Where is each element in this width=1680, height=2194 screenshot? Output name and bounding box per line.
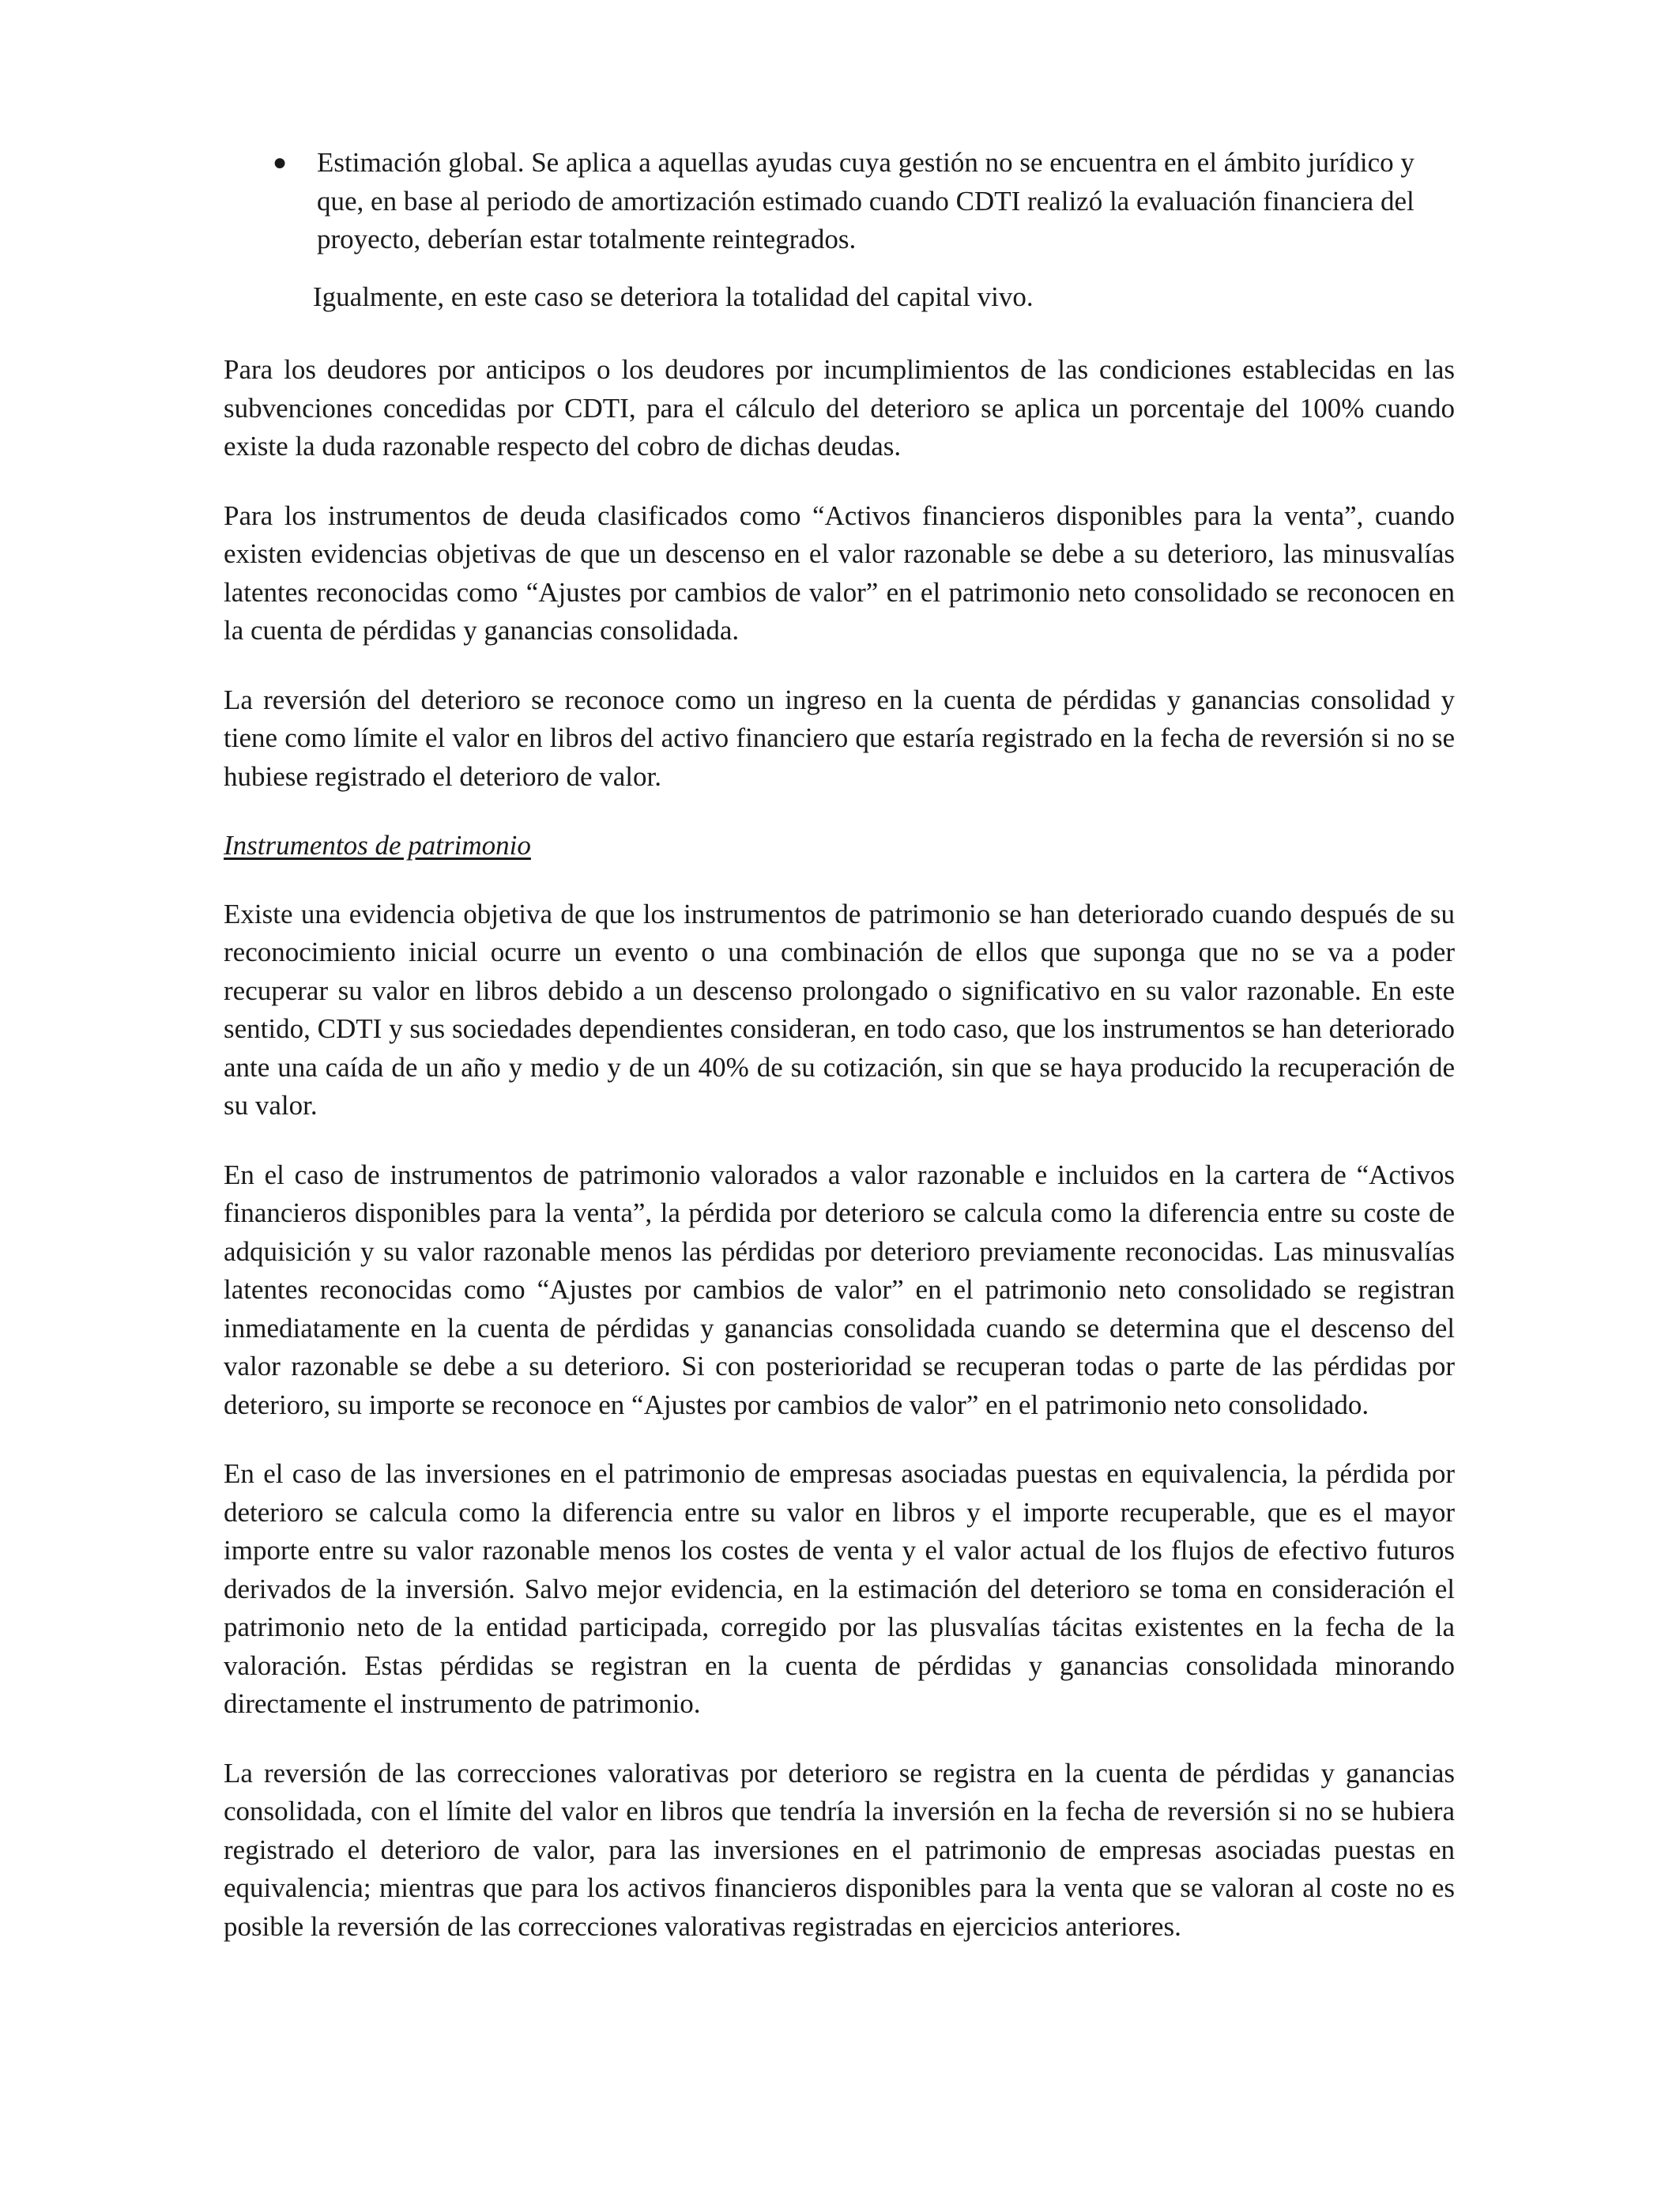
paragraph-empresas-asociadas: En el caso de las inversiones en el patrimonio de empresas asociadas puestas en equivalencia, la pérdida por deterioro se calcula como la diferencia entre su valor en libros y el importe recuperable, que es el mayor importe entre su valor razonable menos los costes de venta y el valor actual de los flujos de efectivo futuros derivados de la inversión. Salvo mejor evidencia, en la estimación del deterioro se toma en consideración el patrimonio neto de la entidad participada, corregido por las plusvalías tácitas existentes en la fecha de la valoración. Estas pérdidas se registran en la cuenta de pérdidas y ganancias consolidada minorando directamente el instrumento de patrimonio. xyxy=(224,1458,1455,1719)
section-heading-instrumentos-patrimonio: Instrumentos de patrimonio xyxy=(224,830,531,861)
bullet-followup-text: Igualmente, en este caso se deteriora la totalidad del capital vivo. xyxy=(313,281,1034,312)
paragraph-valor-razonable: En el caso de instrumentos de patrimonio valorados a valor razonable e incluidos en la cartera de “Activos financieros disponibles para la venta”, la pérdida por deterioro se calcula como la diferencia entre su coste de adquisición y su valor razonable menos las pérdidas por deterioro previamente reconocidas. Las minusvalías latentes reconocidas como “Ajustes por cambios de valor” en el patrimonio neto consolidado se registran inmediatamente en la cuenta de pérdidas y ganancias consolidada cuando se determina que el descenso del valor razonable se debe a su deterioro. Si con posterioridad se recuperan todas o parte de las pérdidas por deterioro, su importe se reconoce en “Ajustes por cambios de valor” en el patrimonio neto consolidado. xyxy=(224,1159,1455,1420)
paragraph-reversion-deterioro: La reversión del deterioro se reconoce como un ingreso en la cuenta de pérdidas y ganancias consolidad y tiene como límite el valor en libros del activo financiero que estaría registrado en la fecha de reversión si no se hubiese registrado el deterioro de valor. xyxy=(224,684,1455,792)
bullet-icon: ● xyxy=(273,149,288,175)
document-body xyxy=(224,144,1455,1977)
bullet-list-item xyxy=(224,144,1455,259)
paragraph-instrumentos-deuda: Para los instrumentos de deuda clasificados como “Activos financieros disponibles para la venta”, cuando existen evidencias objetivas de que un descenso en el valor razonable se debe a su deterioro, las minusvalías latentes reconocidas como “Ajustes por cambios de valor” en el patrimonio neto consolidado se reconocen en la cuenta de pérdidas y ganancias consolidada. xyxy=(224,499,1455,646)
bullet-text-estimacion-global: Estimación global. Se aplica a aquellas ayudas cuya gestión no se encuentra en el ámbito jurídico y que, en base al periodo de amortización estimado cuando CDTI realizó la evaluación financiera del proyecto, deberían estar totalmente reintegrados. xyxy=(317,147,1414,254)
paragraph-deudores: Para los deudores por anticipos o los deudores por incumplimientos de las condiciones establecidas en las subvenciones concedidas por CDTI, para el cálculo del deterioro se aplica un porcentaje del 100% cuando existe la duda razonable respecto del cobro de dichas deudas. xyxy=(224,354,1455,462)
paragraph-reversion-correcciones: La reversión de las correcciones valorativas por deterioro se registra en la cuenta de pérdidas y ganancias consolidada, con el límite del valor en libros que tendría la inversión en la fecha de reversión si no se hubiera registrado el deterioro de valor, para las inversiones en el patrimonio de empresas asociadas puestas en equivalencia; mientras que para los activos financieros disponibles para la venta que se valoran al coste no es posible la reversión de las correcciones valorativas registradas en ejercicios anteriores. xyxy=(224,1757,1455,1942)
paragraph-evidencia-objetiva: Existe una evidencia objetiva de que los instrumentos de patrimonio se han deteriorado cuando después de su reconocimiento inicial ocurre un evento o una combinación de ellos que suponga que no se va a poder recuperar su valor en libros debido a un descenso prolongado o significativo en su valor razonable. En este sentido, CDTI y sus sociedades dependientes consideran, en todo caso, que los instrumentos se han deteriorado ante una caída de un año y medio y de un 40% de su cotización, sin que se haya producido la recuperación de su valor. xyxy=(224,898,1455,1121)
